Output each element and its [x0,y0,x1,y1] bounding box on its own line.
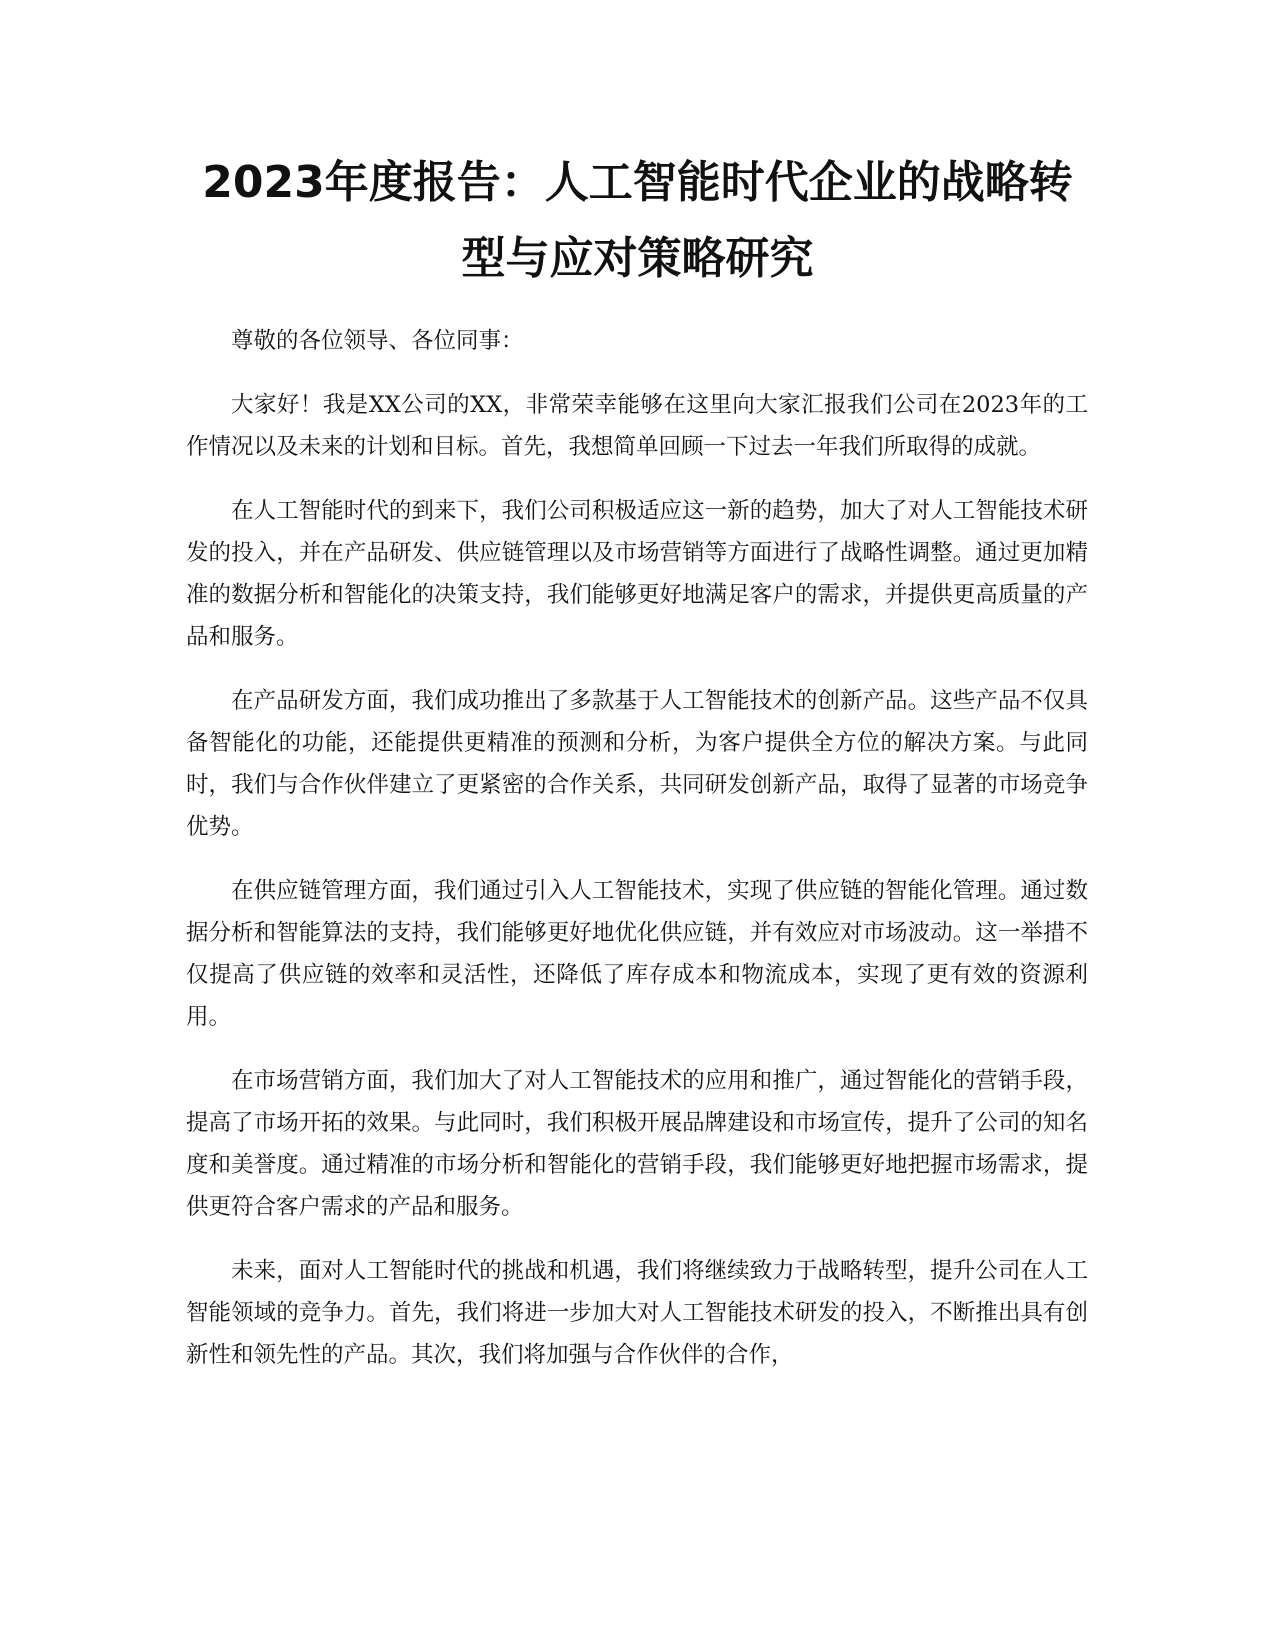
document-body [186,320,1088,1398]
paragraph-product-rd: 在产品研发方面，我们成功推出了多款基于人工智能技术的创新产品。这些产品不仅具备智能化的功能，还能提供更精准的预测和分析，为客户提供全方位的解决方案。与此同时，我们与合作伙伴建立了更紧密的合作关系，共同研发创新产品，取得了显著的市场竞争优势。 [186,688,1088,840]
paragraph-ai-strategy: 在人工智能时代的到来下，我们公司积极适应这一新的趋势，加大了对人工智能技术研发的投入，并在产品研发、供应链管理以及市场营销等方面进行了战略性调整。通过更加精准的数据分析和智能化的决策支持，我们能够更好地满足客户的需求，并提供更高质量的产品和服务。 [186,498,1088,650]
paragraph-marketing: 在市场营销方面，我们加大了对人工智能技术的应用和推广，通过智能化的营销手段，提高了市场开拓的效果。与此同时，我们积极开展品牌建设和市场宣传，提升了公司的知名度和美誉度。通过精准的市场分析和智能化的营销手段，我们能够更好地把握市场需求，提供更符合客户需求的产品和服务。 [186,1068,1088,1220]
paragraph-future-plans: 未来，面对人工智能时代的挑战和机遇，我们将继续致力于战略转型，提升公司在人工智能领域的竞争力。首先，我们将进一步加大对人工智能技术研发的投入，不断推出具有创新性和领先性的产品。其次，我们将加强与合作伙伴的合作， [186,1258,1088,1368]
paragraph-supply-chain: 在供应链管理方面，我们通过引入人工智能技术，实现了供应链的智能化管理。通过数据分析和智能算法的支持，我们能够更好地优化供应链，并有效应对市场波动。这一举措不仅提高了供应链的效率和灵活性，还降低了库存成本和物流成本，实现了更有效的资源利用。 [186,878,1088,1030]
paragraph-salutation: 尊敬的各位领导、各位同事： [231,328,524,354]
document-title: 2023年度报告：人工智能时代企业的战略转型与应对策略研究 [202,157,1073,284]
paragraph-introduction: 大家好！我是XX公司的XX，非常荣幸能够在这里向大家汇报我们公司在2023年的工作情况以及未来的计划和目标。首先，我想简单回顾一下过去一年我们所取得的成就。 [186,392,1088,460]
